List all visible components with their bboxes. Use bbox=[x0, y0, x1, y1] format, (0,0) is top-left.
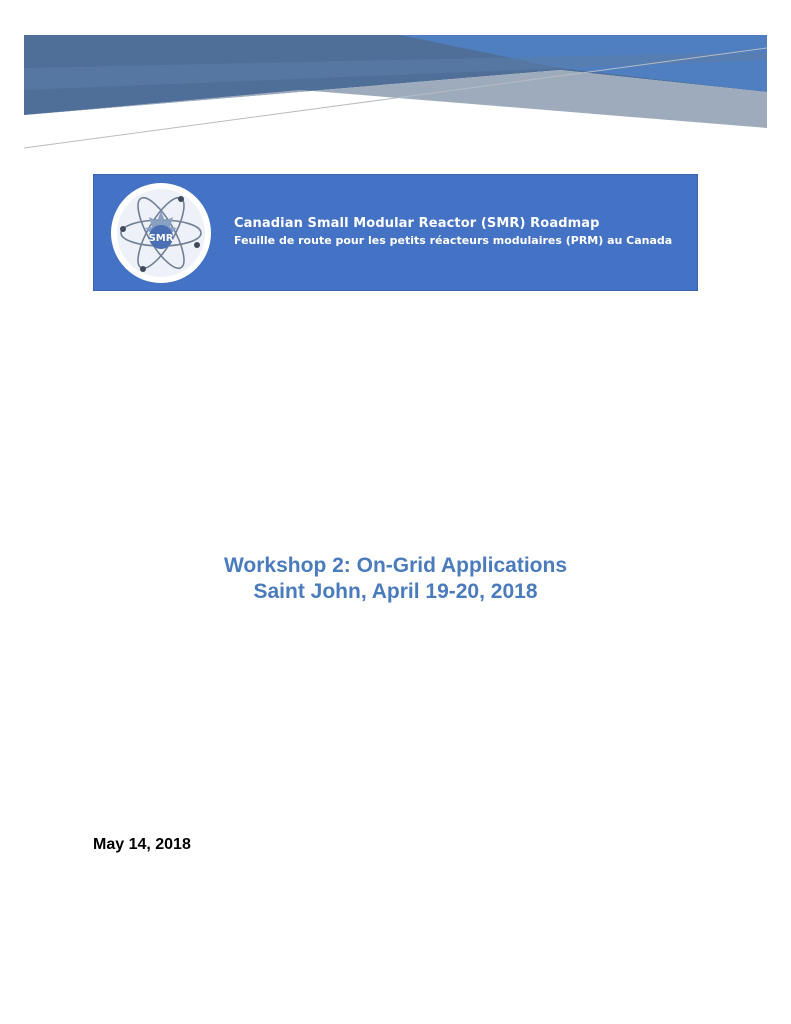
roadmap-banner bbox=[93, 174, 698, 291]
banner-title-en: Canadian Small Modular Reactor (SMR) Roadmap bbox=[234, 216, 600, 231]
smr-atom-logo-icon bbox=[109, 181, 214, 286]
workshop-location-date: Saint John, April 19-20, 2018 bbox=[253, 580, 538, 603]
header-decoration bbox=[0, 0, 791, 160]
banner-title-fr: Feuille de route pour les petits réacteurs modulaires (PRM) au Canada bbox=[234, 234, 673, 247]
banner-text-block bbox=[234, 215, 672, 249]
logo-label: SMR bbox=[148, 233, 174, 244]
document-date: May 14, 2018 bbox=[93, 836, 191, 853]
workshop-title: Workshop 2: On-Grid Applications bbox=[223, 554, 567, 577]
workshop-title-block bbox=[0, 553, 791, 605]
